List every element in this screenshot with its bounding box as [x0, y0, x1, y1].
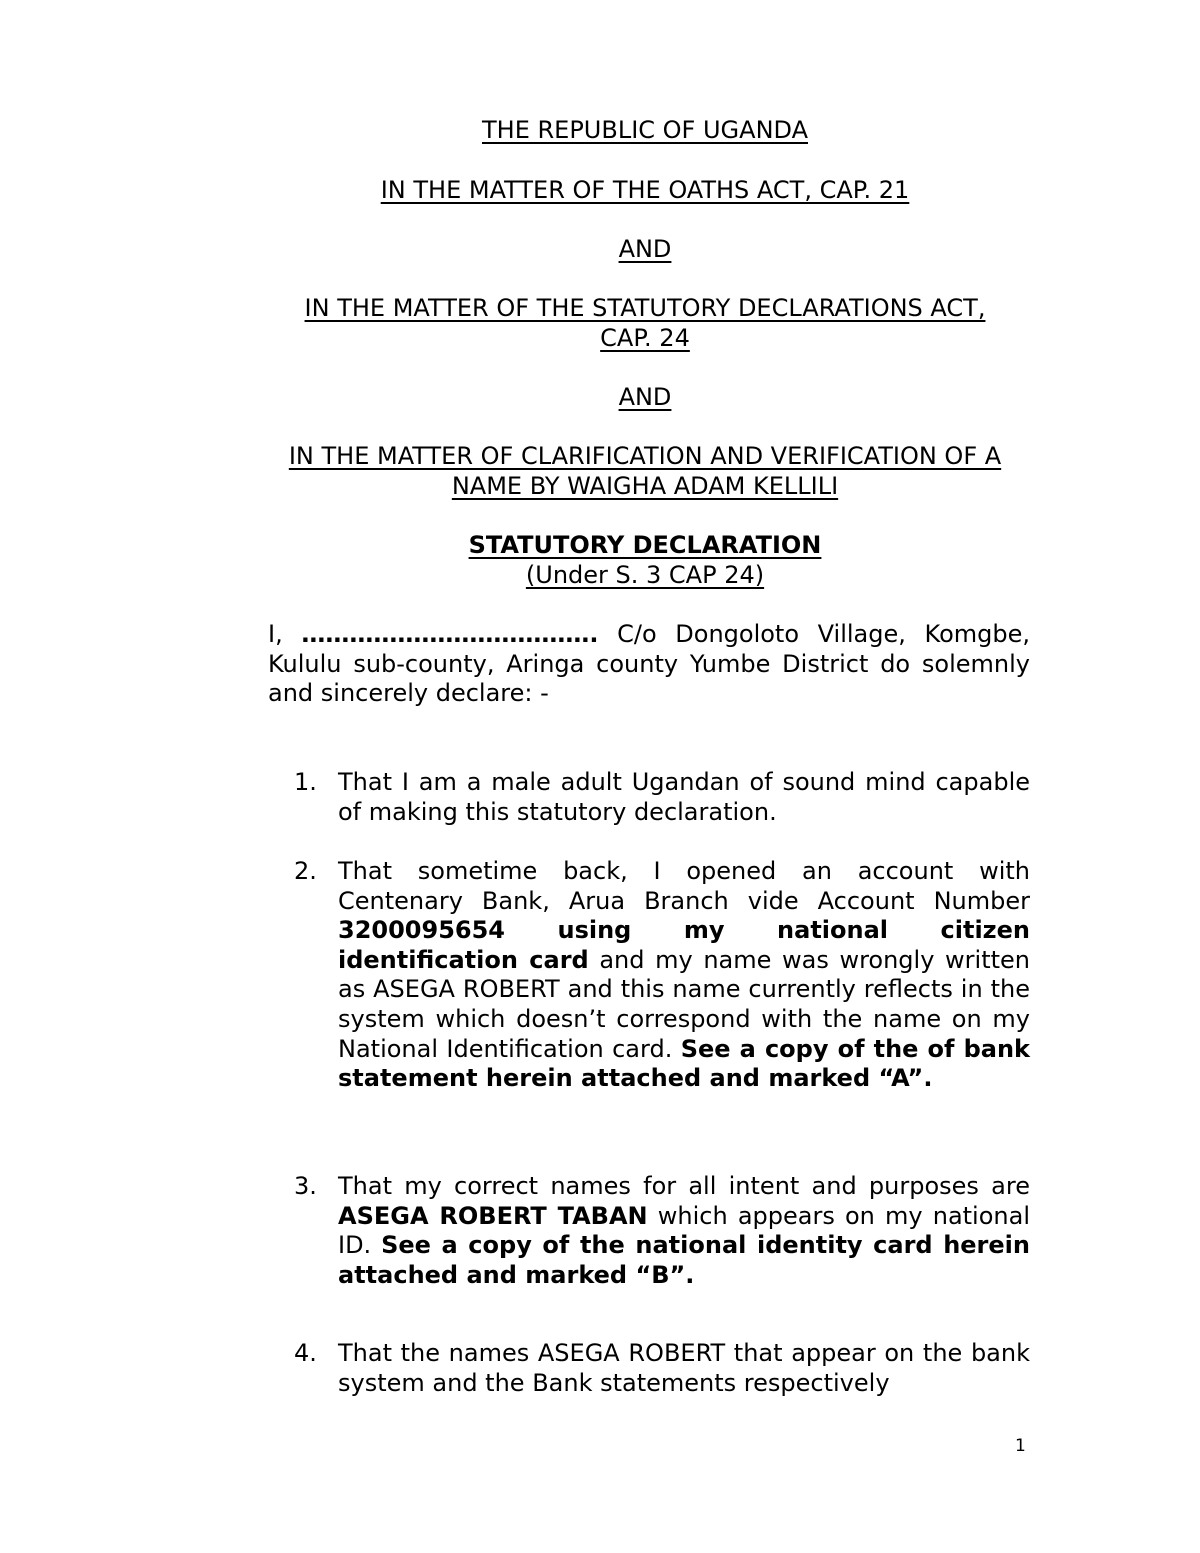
- declaration-item-3: [294, 1172, 1030, 1290]
- heading-republic: THE REPUBLIC OF UGANDA: [481, 116, 808, 144]
- heading-and-1: AND: [618, 235, 672, 263]
- intro-prefix: I,: [268, 620, 302, 648]
- heading-statutory-act-line2: CAP. 24: [600, 324, 690, 352]
- item-bold-text: See a copy of the national identity card herein attached and marked “B”.: [338, 1231, 1030, 1289]
- item-text: which appears on my national ID.: [338, 1201, 1030, 1260]
- item-text: and my name was wrongly written as ASEGA ROBERT and this name currently reflects in the system which doesn’t correspond with the name on my National Identification card.: [338, 945, 1030, 1063]
- heading-and-2: AND: [618, 383, 672, 411]
- item-text: That I am a male adult Ugandan of sound mind capable of making this statutory declaration.: [338, 768, 1030, 826]
- item-text: That sometime back, I opened an account with Centenary Bank, Arua Branch vide Account Number: [338, 857, 1030, 915]
- declarant-name-blank: ……………………………….: [301, 620, 599, 648]
- heading-clarification-line1: IN THE MATTER OF CLARIFICATION AND VERIFICATION OF A: [288, 442, 1002, 470]
- document-subtitle: (Under S. 3 CAP 24): [525, 561, 765, 589]
- intro-paragraph: [268, 620, 1030, 709]
- intro-rest: C/o Dongoloto Village, Komgbe, Kululu sub-county, Aringa county Yumbe District do solemnly and sincerely declare: -: [268, 620, 1031, 708]
- declaration-item-2: [294, 857, 1030, 1094]
- heading-statutory-act-line1: IN THE MATTER OF THE STATUTORY DECLARATIONS ACT,: [304, 294, 986, 322]
- declaration-item-4: [294, 1339, 1030, 1398]
- item-bold-text: See a copy of the of bank statement herein attached and marked “A”.: [338, 1034, 1030, 1093]
- item-number: 1.: [294, 768, 317, 796]
- declaration-item-1: [294, 768, 1030, 827]
- item-bold-text: 3200095654 using my national citizen identification card: [338, 916, 1030, 974]
- page-number: 1: [1015, 1436, 1026, 1456]
- item-number: 4.: [294, 1339, 317, 1367]
- heading-clarification-line2: NAME BY WAIGHA ADAM KELLILI: [451, 472, 839, 500]
- item-number: 3.: [294, 1172, 317, 1200]
- item-text: That my correct names for all intent and purposes are: [338, 1172, 1030, 1200]
- document-title: STATUTORY DECLARATION: [468, 531, 822, 559]
- heading-oaths-act: IN THE MATTER OF THE OATHS ACT, CAP. 21: [380, 176, 910, 204]
- item-bold-text: ASEGA ROBERT TABAN: [338, 1201, 648, 1230]
- item-text: That the names ASEGA ROBERT that appear on the bank system and the Bank statements respectively: [338, 1339, 1030, 1397]
- item-number: 2.: [294, 857, 317, 885]
